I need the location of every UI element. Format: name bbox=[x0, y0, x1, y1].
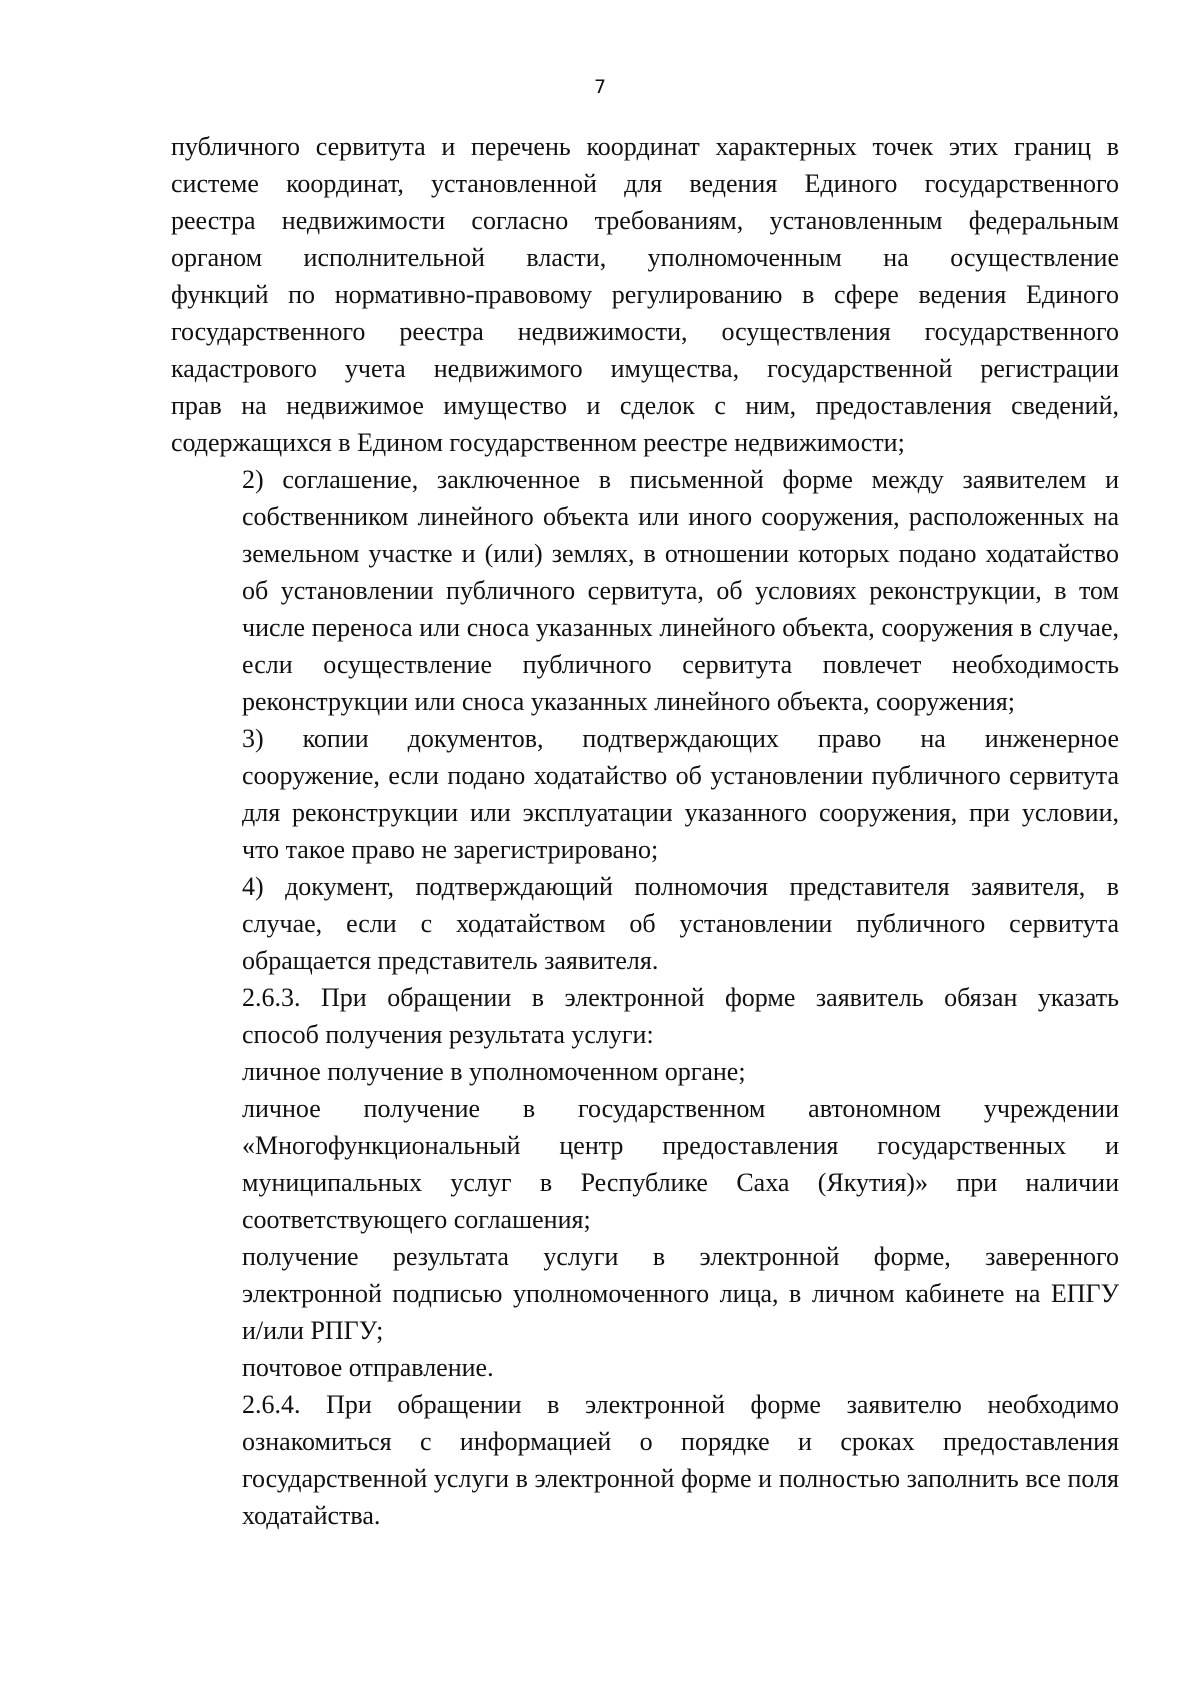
text-line: 2) соглашение, заключенное в письменной форме между заявителем и bbox=[242, 465, 1119, 494]
text-line: органом исполнительной власти, уполномоченным на осуществление bbox=[171, 243, 1119, 272]
text-line: муниципальных услуг в Республике Саха (Якутия)» при наличии bbox=[242, 1168, 1119, 1197]
paragraph-item-4-representative bbox=[171, 868, 1119, 979]
text-line: государственного реестра недвижимости, осуществления государственного bbox=[171, 317, 1119, 346]
paragraph-servitude-boundaries bbox=[171, 128, 1119, 461]
text-line: для реконструкции или эксплуатации указанного сооружения, при условии, bbox=[242, 798, 1119, 827]
text-line: личное получение в уполномоченном органе; bbox=[242, 1057, 746, 1086]
text-line: 2.6.4. При обращении в электронной форме заявителю необходимо bbox=[242, 1390, 1119, 1419]
paragraph-option-mfc bbox=[171, 1090, 1119, 1238]
text-line: 4) документ, подтверждающий полномочия представителя заявителя, в bbox=[242, 872, 1119, 901]
text-line: ознакомиться с информацией о порядке и сроках предоставления bbox=[242, 1427, 1119, 1456]
text-line: случае, если с ходатайством об установлении публичного сервитута bbox=[242, 909, 1119, 938]
paragraph-2-6-3 bbox=[171, 979, 1119, 1053]
text-line: 2.6.3. При обращении в электронной форме заявитель обязан указать bbox=[242, 983, 1119, 1012]
text-line: ходатайства. bbox=[242, 1501, 381, 1530]
text-line: способ получения результата услуги: bbox=[242, 1020, 654, 1049]
text-line: числе переноса или сноса указанных линейного объекта, сооружения в случае, bbox=[242, 613, 1119, 642]
text-line: личное получение в государственном автономном учреждении bbox=[242, 1094, 1119, 1123]
paragraph-option-post bbox=[171, 1349, 1119, 1386]
text-line: прав на недвижимое имущество и сделок с ним, предоставления сведений, bbox=[171, 391, 1119, 420]
text-line: сооружение, если подано ходатайство об установлении публичного сервитута bbox=[242, 761, 1119, 790]
text-line: реконструкции или сноса указанных линейного объекта, сооружения; bbox=[242, 687, 1015, 716]
document-body bbox=[171, 128, 1119, 1534]
paragraph-option-authority bbox=[171, 1053, 1119, 1090]
text-line: что такое право не зарегистрировано; bbox=[242, 835, 659, 864]
text-line: получение результата услуги в электронной форме, заверенного bbox=[242, 1242, 1119, 1271]
text-line: содержащихся в Едином государственном реестре недвижимости; bbox=[171, 428, 905, 457]
paragraph-item-3-copies bbox=[171, 720, 1119, 868]
text-line: об установлении публичного сервитута, об условиях реконструкции, в том bbox=[242, 576, 1119, 605]
text-line: если осуществление публичного сервитута повлечет необходимость bbox=[242, 650, 1119, 679]
page-number: 7 bbox=[593, 76, 607, 98]
text-line: почтовое отправление. bbox=[242, 1353, 494, 1382]
text-line: публичного сервитута и перечень координат характерных точек этих границ в bbox=[171, 132, 1119, 161]
text-line: функций по нормативно-правовому регулированию в сфере ведения Единого bbox=[171, 280, 1119, 309]
text-line: системе координат, установленной для ведения Единого государственного bbox=[171, 169, 1119, 198]
text-line: собственником линейного объекта или иного сооружения, расположенных на bbox=[242, 502, 1119, 531]
paragraph-item-2-agreement bbox=[171, 461, 1119, 720]
text-line: кадастрового учета недвижимого имущества, государственной регистрации bbox=[171, 354, 1119, 383]
paragraph-option-electronic bbox=[171, 1238, 1119, 1349]
text-line: государственной услуги в электронной форме и полностью заполнить все поля bbox=[242, 1464, 1119, 1493]
text-line: обращается представитель заявителя. bbox=[242, 946, 659, 975]
paragraph-2-6-4 bbox=[171, 1386, 1119, 1534]
text-line: земельном участке и (или) землях, в отношении которых подано ходатайство bbox=[242, 539, 1119, 568]
text-line: «Многофункциональный центр предоставления государственных и bbox=[242, 1131, 1119, 1160]
text-line: реестра недвижимости согласно требованиям, установленным федеральным bbox=[171, 206, 1119, 235]
text-line: 3) копии документов, подтверждающих право на инженерное bbox=[242, 724, 1119, 753]
text-line: соответствующего соглашения; bbox=[242, 1205, 591, 1234]
text-line: электронной подписью уполномоченного лица, в личном кабинете на ЕПГУ bbox=[242, 1279, 1119, 1308]
text-line: и/или РПГУ; bbox=[242, 1316, 384, 1345]
